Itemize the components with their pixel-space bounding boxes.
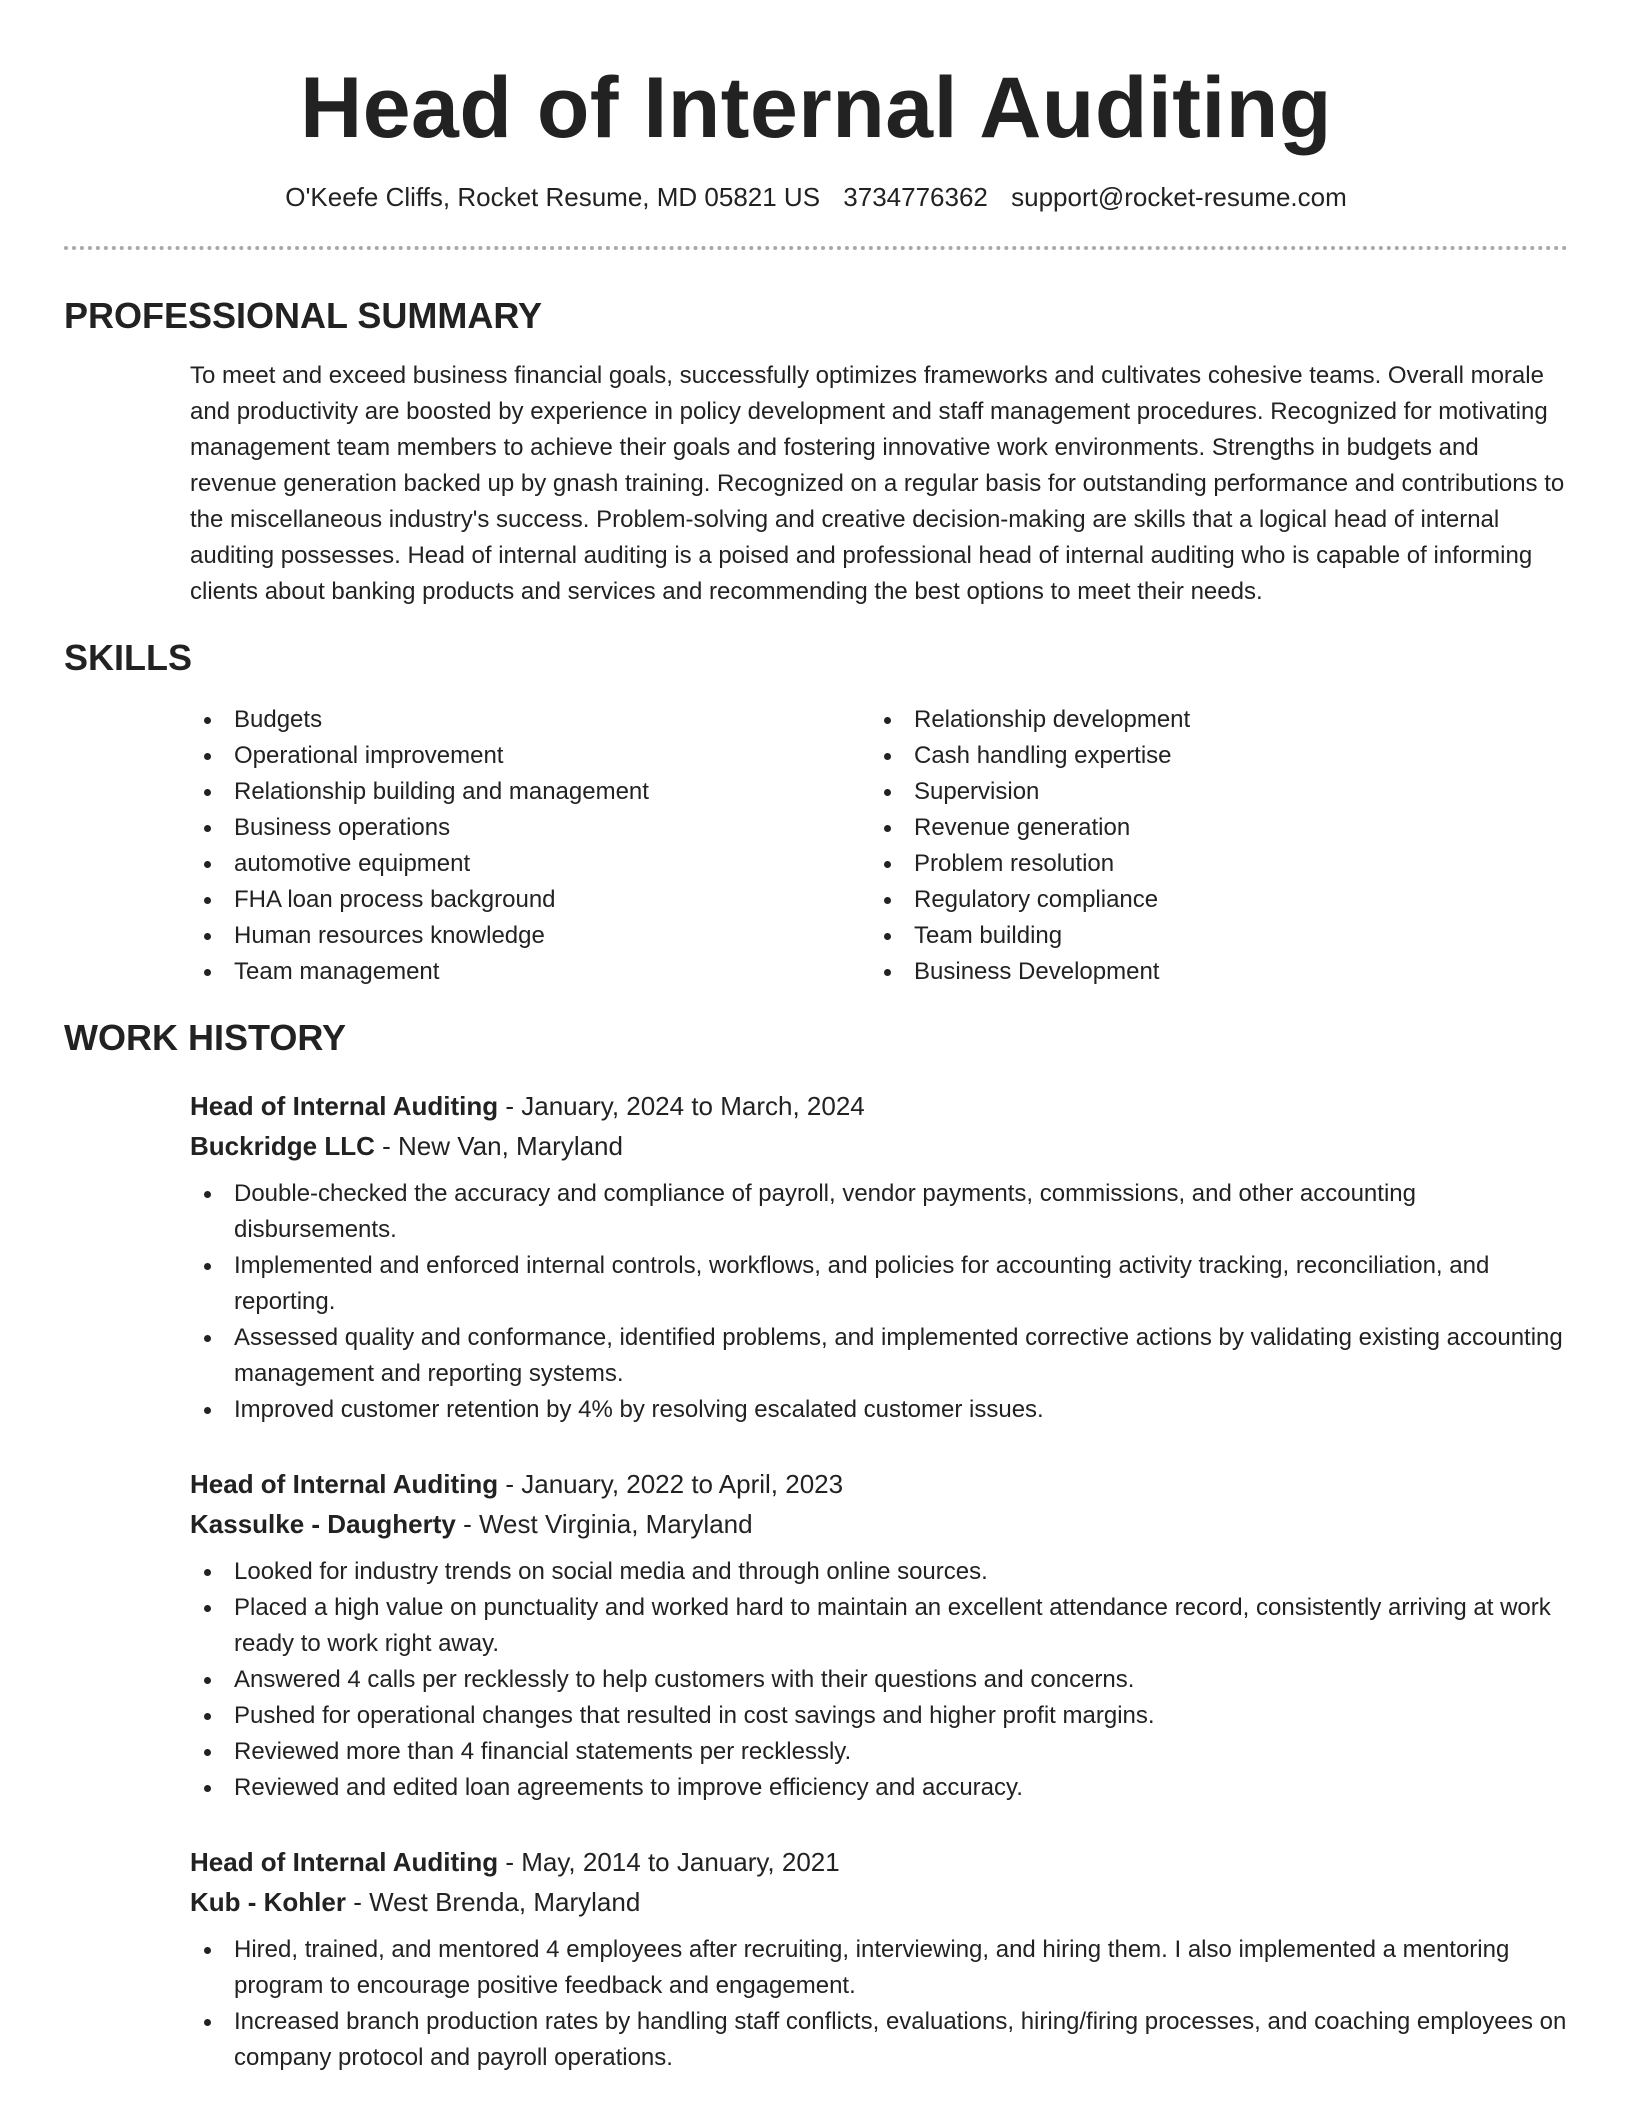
job-bullet: Reviewed and edited loan agreements to improve efficiency and accuracy. [190, 1770, 1568, 1806]
job-bullet: Increased branch production rates by handling staff conflicts, evaluations, hiring/firing processes, and coaching employees on company protocol and payroll operations. [190, 2004, 1568, 2076]
job-bullet: Hired, trained, and mentored 4 employees after recruiting, interviewing, and hiring them. I also implemented a mentoring program to encourage positive feedback and engagement. [190, 1932, 1568, 2004]
job-location: - West Virginia, Maryland [455, 1509, 753, 1539]
job-company: Kassulke - Daugherty [190, 1509, 456, 1539]
summary-heading: PROFESSIONAL SUMMARY [64, 295, 543, 336]
skill-item: Relationship development [870, 702, 1550, 738]
job-location: - New Van, Maryland [374, 1131, 623, 1161]
summary-text: To meet and exceed business financial goals, successfully optimizes frameworks and cultivates cohesive teams. Overall morale and productivity are boosted by experience in policy development and staff management procedures. Recognized for motivating management team members to achieve their goals and fostering innovative work environments. Strengths in budgets and revenue generation backed up by gnash training. Recognized on a regular basis for outstanding performance and contributions to the miscellaneous industry's success. Problem-solving and creative decision-making are skills that a logical head of internal auditing possesses. Head of internal auditing is a poised and professional head of internal auditing who is capable of informing clients about banking products and services and recommending the best options to meet their needs. [190, 362, 1565, 605]
job-title-line [190, 1842, 1568, 1882]
skills-column-right [870, 702, 1550, 990]
job-company-line [190, 1882, 1568, 1922]
job-bullet: Looked for industry trends on social media and through online sources. [190, 1554, 1568, 1590]
job-bullet: Double-checked the accuracy and compliance of payroll, vendor payments, commissions, and other accounting disbursements. [190, 1176, 1568, 1248]
job-title: Head of Internal Auditing [190, 1469, 499, 1499]
skill-item: Revenue generation [870, 810, 1550, 846]
skill-item: FHA loan process background [190, 882, 870, 918]
skill-item: Business Development [870, 954, 1550, 990]
job-company-line [190, 1504, 1568, 1544]
skills-column-left [190, 702, 870, 990]
phone-number: 3734776362 [843, 182, 988, 212]
skill-item: Regulatory compliance [870, 882, 1550, 918]
header-divider [64, 246, 1568, 250]
skill-item: Cash handling expertise [870, 738, 1550, 774]
job-bullets [190, 1932, 1568, 2076]
skill-item: Problem resolution [870, 846, 1550, 882]
job-bullet: Implemented and enforced internal controls, workflows, and policies for accounting activity tracking, reconciliation, and reporting. [190, 1248, 1568, 1320]
job-title-line [190, 1086, 1568, 1126]
job-dates: - May, 2014 to January, 2021 [498, 1847, 840, 1877]
job-bullet: Pushed for operational changes that resulted in cost savings and higher profit margins. [190, 1698, 1568, 1734]
skill-item: Budgets [190, 702, 870, 738]
skill-item: Relationship building and management [190, 774, 870, 810]
skill-item: Team building [870, 918, 1550, 954]
job-entry [190, 1842, 1568, 2076]
job-company: Kub - Kohler [190, 1887, 346, 1917]
job-title: Head of Internal Auditing [190, 1091, 499, 1121]
skill-item: Operational improvement [190, 738, 870, 774]
job-bullet: Reviewed more than 4 financial statements per recklessly. [190, 1734, 1568, 1770]
job-entry [190, 1464, 1568, 1806]
job-bullets [190, 1176, 1568, 1428]
job-bullet: Answered 4 calls per recklessly to help customers with their questions and concerns. [190, 1662, 1568, 1698]
job-bullet: Placed a high value on punctuality and worked hard to maintain an excellent attendance record, consistently arriving at work ready to work right away. [190, 1590, 1568, 1662]
resume-page [64, 0, 1568, 2076]
job-entry [190, 1086, 1568, 1428]
work-history-heading: WORK HISTORY [64, 1017, 347, 1058]
job-title: Head of Internal Auditing [190, 1847, 499, 1877]
job-bullets [190, 1554, 1568, 1806]
job-dates: - January, 2022 to April, 2023 [498, 1469, 844, 1499]
job-company-line [190, 1126, 1568, 1166]
job-company: Buckridge LLC [190, 1131, 375, 1161]
contact-line [64, 180, 1568, 214]
skill-item: Business operations [190, 810, 870, 846]
job-location: - West Brenda, Maryland [346, 1887, 641, 1917]
skills-heading: SKILLS [64, 637, 193, 678]
email-address: support@rocket-resume.com [1011, 182, 1347, 212]
job-bullet: Assessed quality and conformance, identified problems, and implemented corrective actions by validating existing accounting management and reporting systems. [190, 1320, 1568, 1392]
skills-list [190, 702, 1568, 990]
skill-item: automotive equipment [190, 846, 870, 882]
resume-title: Head of Internal Auditing [300, 60, 1332, 156]
skill-item: Supervision [870, 774, 1550, 810]
job-bullet: Improved customer retention by 4% by resolving escalated customer issues. [190, 1392, 1568, 1428]
job-dates: - January, 2024 to March, 2024 [498, 1091, 865, 1121]
skill-item: Human resources knowledge [190, 918, 870, 954]
job-title-line [190, 1464, 1568, 1504]
address: O'Keefe Cliffs, Rocket Resume, MD 05821 US [285, 182, 821, 212]
skill-item: Team management [190, 954, 870, 990]
